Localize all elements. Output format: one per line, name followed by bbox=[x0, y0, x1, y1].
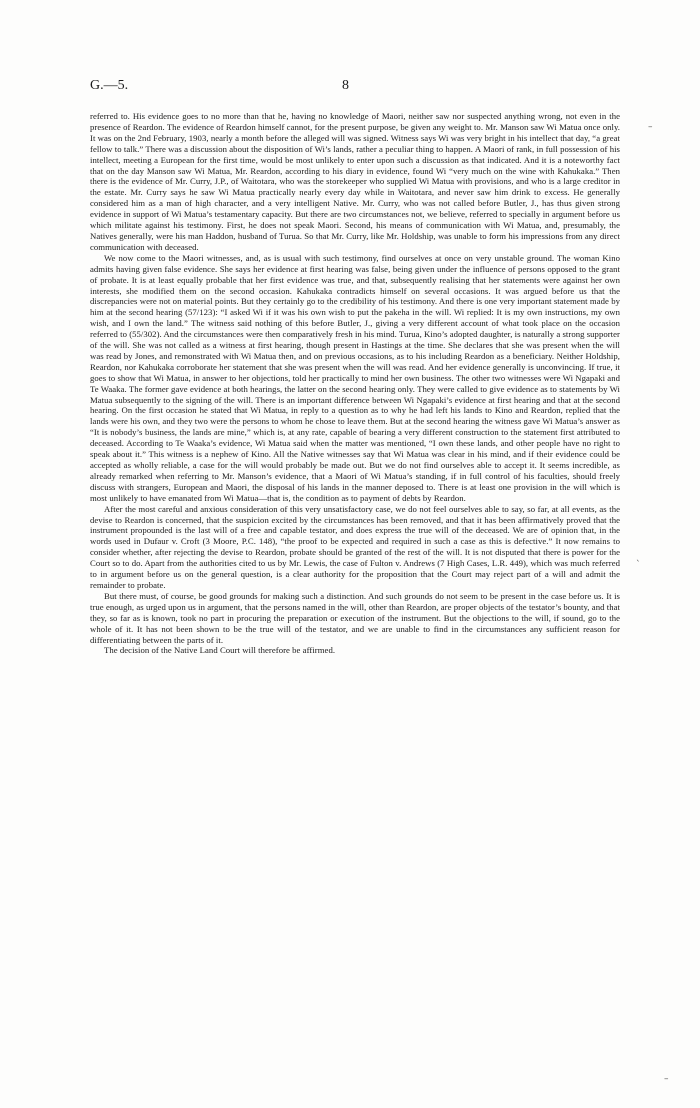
body-text bbox=[90, 111, 620, 656]
margin-mark: – bbox=[664, 1074, 669, 1084]
document-reference: G.—5. bbox=[90, 78, 129, 93]
page-header bbox=[90, 78, 620, 98]
paragraph-4: But there must, of course, be good grounds for making such a distinction. And such grounds do not seem to be present in the case before us. It is true enough, as urged upon us in argument, that the persons named in the will, other than Reardon, are proper objects of the testator’s bounty, and that they, so far as is known, took no part in procuring the preparation or execution of the instrument. But the objections to the will, if sound, go to the whole of it. It has not been shown to be the true will of the testator, and we are unable to find in the circumstances any sufficient reason for differentiating between the parts of it. bbox=[90, 590, 620, 645]
paragraph-3: After the most careful and anxious consideration of this very unsatisfactory case, we do not feel ourselves able to say, so far, at all events, as the devise to Reardon is concerned, that the suspicion excited by the circumstances has been removed, and that it has been affirmatively proved that the instrument propounded is the last will of a free and capable testator, and does express the true will of the deceased. We are of opinion that, in the words used in Dufaur v. Croft (3 Moore, P.C. 148), “the proof to be expected and required in such a case as this is defective.” It now remains to consider whether, after rejecting the devise to Reardon, probate should be granted of the rest of the will. It is not disputed that there is power for the Court so to do. Apart from the authorities cited to us by Mr. Lewis, the case of Fulton v. Andrews (7 High Cases, L.R. 449), which was much referred to in argument before us on the general question, is a clear authority for the proposition that the Court may reject part of a will and admit the remainder to probate. bbox=[90, 503, 620, 590]
paragraph-2: We now come to the Maori witnesses, and, as is usual with such testimony, find ourselves at once on very unstable ground. The woman Kino admits having given false evidence. She says her evidence at first hearing was false, being given under the influence of persons opposed to the grant of probate. It is at least equally probable that her first evidence was true, and that, subsequently realising that her statements were against her own interests, she modified them on the second occasion. Kahukaka contradicts himself on several occasions. It was argued before us that the discrepancies were not on material points. But they certainly go to the credibility of his testimony. And there is one very important statement made by him at the second hearing (57/123): “I asked Wi if it was his own wish to put the pakeha in the will. Wi replied: It is my own instructions, my own wish, and I own the land.” The witness said nothing of this before Butler, J., giving a very different account of what took place on the occasion referred to (55/302). And the circumstances were then comparatively fresh in his mind. Turua, Kino’s adopted daughter, is naturally a strong supporter of the will. She was not called as a witness at first hearing, though present in Hastings at the time. She declares that she was present when the will was read by Jones, and remonstrated with Wi Matua then, and on previous occasions, as to his including Reardon as a beneficiary. Neither Holdship, Reardon, nor Kahukaka corroborate her statement that she was present when the will was read. And her evidence generally is unconvincing. If true, it goes to show that Wi Matua, in answer to her objections, told her practically to mind her own business. The other two witnesses were Wi Ngapaki and Te Waaka. The former gave evidence at both hearings, the latter on the second hearing only. They were called to give evidence as to statements by Wi Matua subsequently to the signing of the will. There is an important difference between Wi Ngapaki’s evidence at first hearing and that at the second hearing. On the first occasion he stated that Wi Matua, in reply to a question as to why he had left his lands to Kino and Reardon, replied that the lands were his own, and they two were the persons to whom he chose to leave them. But at the second hearing the witness gave Wi Matua’s answer as “It is nobody’s business, the lands are mine,” which is, at any rate, capable of bearing a very different construction to the statement first attributed to deceased. According to Te Waaka’s evidence, Wi Matua said when the matter was mentioned, “I own these lands, and other people have no right to speak about it.” This witness is a nephew of Kino. All the Native witnesses say that Wi Matua was clear in his mind, and if their evidence could be accepted as wholly reliable, a case for the will would probably be made out. But we do not find ourselves able to accept it. It seems incredible, as already remarked when referring to Mr. Manson’s evidence, that a Maori of Wi Matua’s standing, if in full control of his faculties, should freely discuss with strangers, European and Maori, the disposal of his lands in the manner deposed to. There is at least one provision in the will which is most unlikely to have emanated from Wi Matua—that is, the condition as to payment of debts by Reardon. bbox=[90, 252, 620, 503]
paragraph-5: The decision of the Native Land Court will therefore be affirmed. bbox=[104, 645, 336, 656]
margin-mark: – bbox=[648, 122, 653, 132]
margin-mark: ` bbox=[636, 560, 641, 570]
page-number: 8 bbox=[342, 78, 349, 93]
paragraph-1: referred to. His evidence goes to no more than that he, having no knowledge of Maori, neither saw nor suspected anything wrong, not even in the presence of Reardon. The evidence of Reardon himself cannot, for the present purpose, be given any weight to. Mr. Manson saw Wi Matua once only. It was on the 2nd February, 1903, nearly a month before the alleged will was signed. Witness says Wi was very bright in his intellect that day, “a great fellow to talk.” There was a discussion about the disposition of Wi’s lands, rather a peculiar thing to happen. A Maori of rank, in full possession of his intellect, meeting a European for the first time, would be most unlikely to enter upon such a discussion as that indicated. And it is a noteworthy fact that on the day Manson saw Wi Matua, Mr. Reardon, according to his diary in evidence, found Wi “very much on the wine with Kahukaka.” Then there is the evidence of Mr. Curry, J.P., of Waitotara, who was the storekeeper who supplied Wi Matua with provisions, and who is a large creditor in the estate. Mr. Curry says he saw Wi Matua practically nearly every day while in Waitotara, and never saw him drink to excess. He generally considered him as a man of high character, and a very intelligent Native. Mr. Curry, who was not called before Butler, J., has thus given strong evidence in support of Wi Matua’s testamentary capacity. But there are two circumstances not, we believe, referred to specially in argument before us which militate against his testimony. First, he does not speak Maori. Second, his means of communication with Wi Matua, and, presumably, the Natives generally, were his man Haddon, husband of Turua. So that Mr. Curry, like Mr. Holdship, was unable to form his impressions from any direct communication with deceased. bbox=[90, 111, 620, 252]
